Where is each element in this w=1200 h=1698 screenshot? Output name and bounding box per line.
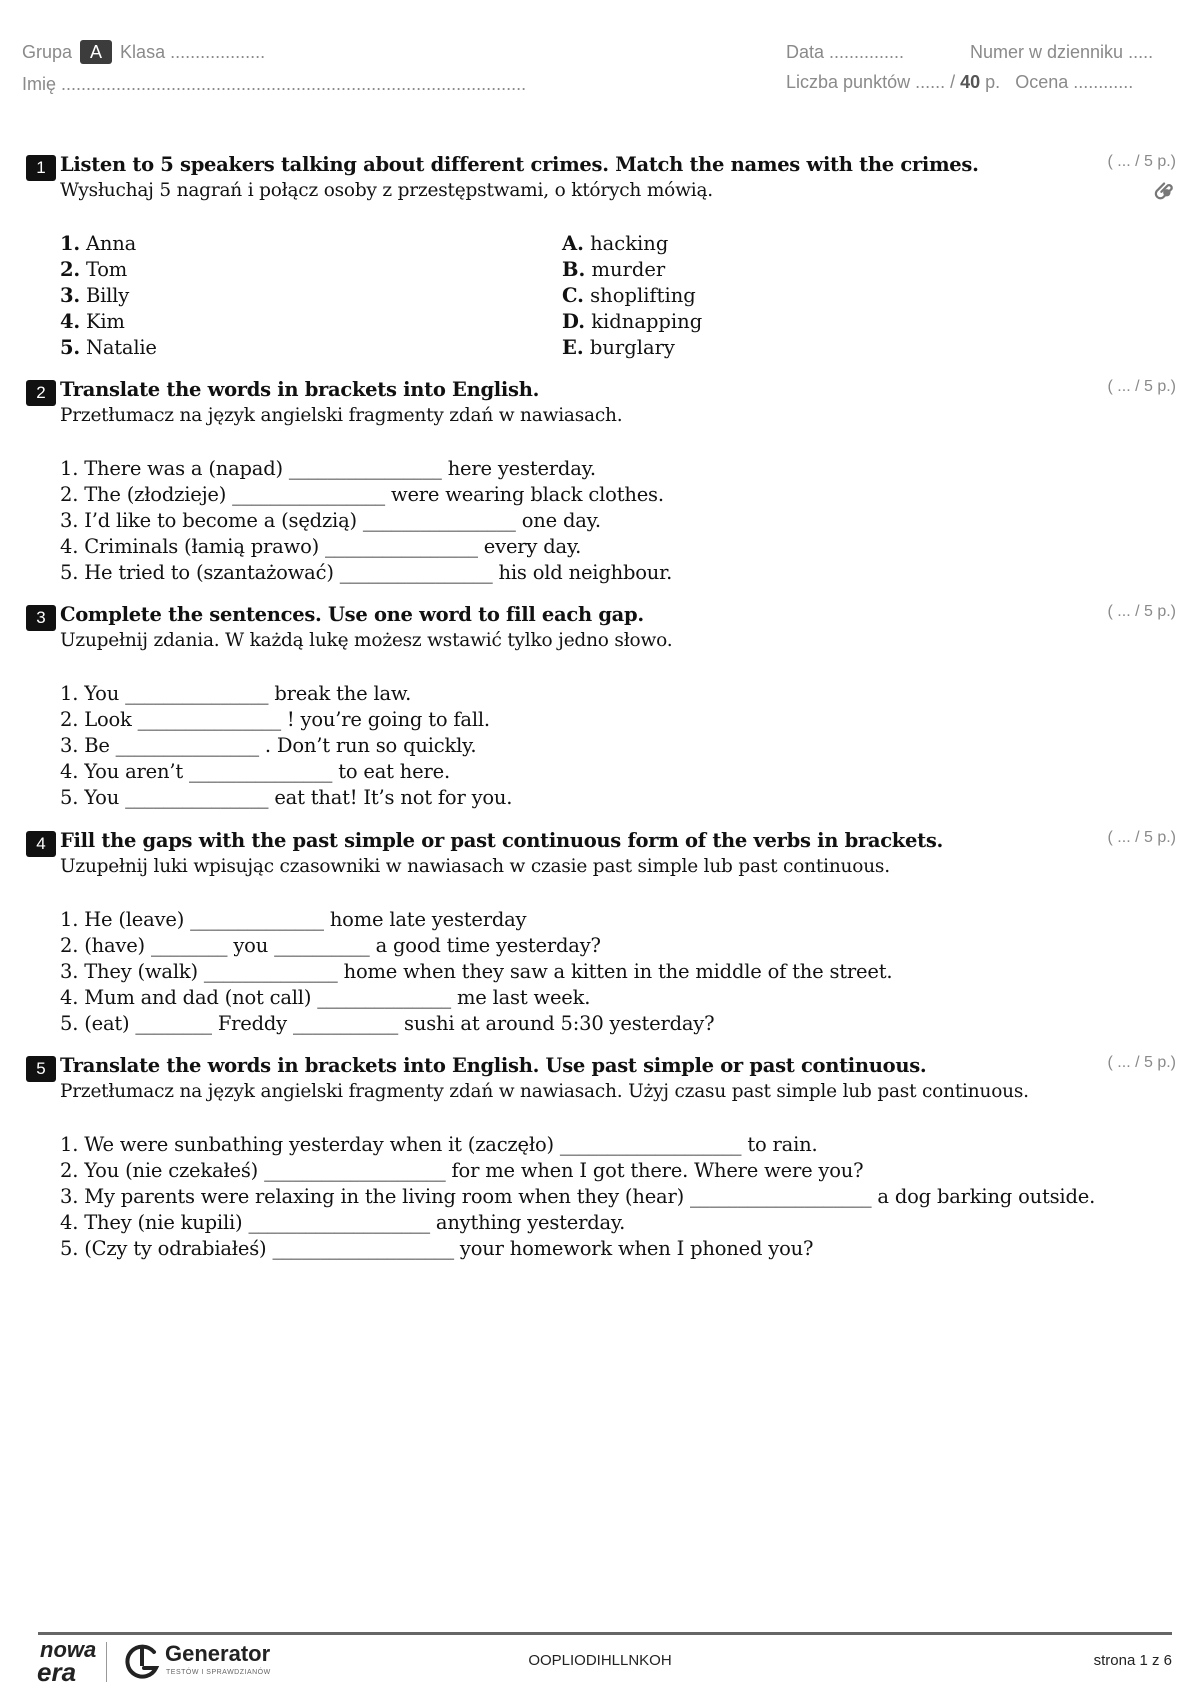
exercise-number: 2 (26, 380, 56, 406)
grupa-label: Grupa (22, 42, 73, 62)
numer-field: Numer w dzienniku ..... (970, 42, 1154, 62)
list-item: 4. They (nie kupili) ___________________ anything yesterday. (60, 1211, 626, 1234)
list-item: 1. We were sunbathing yesterday when it (zaczęło) ___________________ to rain. (60, 1133, 818, 1156)
exercise-points: ( ... / 5 p.) (1107, 603, 1176, 620)
exercise-subtitle: Uzupełnij zdania. W każdą lukę możesz wstawić tylko jedno słowo. (60, 630, 673, 651)
list-item: 2. The (złodzieje) ________________ were wearing black clothes. (60, 483, 664, 506)
document-code: OOPLIODIHLLNKOH (528, 1652, 672, 1669)
exercise-title: Listen to 5 speakers talking about different crimes. Match the names with the crimes. (60, 153, 979, 176)
list-item: 5. (Czy ty odrabiałeś) ___________________ your homework when I phoned you? (60, 1237, 814, 1260)
list-item: 3. Billy (60, 284, 130, 307)
list-item: A. hacking (562, 232, 669, 255)
items-list (60, 456, 672, 586)
exercise-title: Translate the words in brackets into English. (60, 378, 540, 401)
imie-field: Imię ............................................................................................. (22, 74, 527, 94)
list-item: 1. There was a (napad) ________________ here yesterday. (60, 457, 596, 480)
exercise-number: 1 (26, 155, 56, 181)
list-item: 3. My parents were relaxing in the living room when they (hear) ___________________ a dog barking outside. (60, 1185, 1096, 1208)
list-item: 4. Criminals (łamią prawo) ________________ every day. (60, 535, 582, 558)
list-item: 5. He tried to (szantażować) ________________ his old neighbour. (60, 561, 673, 584)
list-item: 5. Natalie (60, 336, 157, 359)
exercise-number: 4 (26, 831, 56, 857)
items-list (60, 907, 892, 1037)
punkty-field (786, 72, 1133, 93)
list-item: 5. You _______________ eat that! It’s not for you. (60, 786, 513, 809)
names-list (60, 231, 157, 361)
punkty-label: Liczba punktów ...... / (786, 72, 956, 92)
list-item: D. kidnapping (562, 310, 703, 333)
generator-logo-subtitle: TESTÓW I SPRAWDZIANÓW (166, 1669, 271, 1676)
exercise-subtitle: Przetłumacz na język angielski fragmenty zdań w nawiasach. (60, 405, 623, 426)
list-item: 1. He (leave) ______________ home late yesterday (60, 908, 527, 931)
list-item: 5. (eat) ________ Freddy ___________ sushi at around 5:30 yesterday? (60, 1012, 715, 1035)
klasa-field: Klasa ................... (120, 42, 266, 62)
exercise-subtitle: Uzupełnij luki wpisując czasowniki w nawiasach w czasie past simple lub past continuous. (60, 856, 890, 877)
crimes-list (562, 231, 702, 361)
page-number: strona 1 z 6 (1093, 1652, 1172, 1669)
exercise-subtitle: Przetłumacz na język angielski fragmenty zdań w nawiasach. Użyj czasu past simple lub past continuous. (60, 1081, 1029, 1102)
list-item: C. shoplifting (562, 284, 696, 307)
list-item: 2. (have) ________ you __________ a good time yesterday? (60, 934, 601, 957)
list-item: B. murder (562, 258, 666, 281)
list-item: 4. You aren’t _______________ to eat here. (60, 760, 450, 783)
exercise-subtitle: Wysłuchaj 5 nagrań i połącz osoby z przestępstwami, o których mówią. (60, 180, 713, 201)
list-item: 1. Anna (60, 232, 136, 255)
punkty-max: 40 (960, 72, 981, 92)
list-item: 2. Look _______________ ! you’re going to fall. (60, 708, 490, 731)
list-item: E. burglary (562, 336, 675, 359)
punkty-unit: p. (985, 72, 1001, 92)
list-item: 3. They (walk) ______________ home when they saw a kitten in the middle of the street. (60, 960, 893, 983)
grupa-badge: A (80, 40, 112, 64)
list-item: 4. Kim (60, 310, 125, 333)
items-list (60, 681, 512, 811)
exercise-5 (26, 1054, 1176, 1274)
exercise-points: ( ... / 5 p.) (1107, 1054, 1176, 1071)
audio-attachment-icon[interactable] (1154, 179, 1176, 201)
list-item: 2. You (nie czekałeś) ___________________ for me when I got there. Where were you? (60, 1159, 864, 1182)
exercise-3 (26, 603, 1176, 813)
items-list (60, 1132, 1095, 1262)
footer-divider-line (38, 1632, 1172, 1635)
exercise-1 (26, 153, 1176, 363)
exercise-title: Fill the gaps with the past simple or past continuous form of the verbs in brackets. (60, 829, 943, 852)
list-item: 4. Mum and dad (not call) ______________ me last week. (60, 986, 591, 1009)
exercise-title: Translate the words in brackets into English. Use past simple or past continuous. (60, 1054, 927, 1077)
exercise-4 (26, 829, 1176, 1039)
ocena-field: Ocena ............ (1015, 72, 1134, 92)
nowa-era-logo: nowa era (37, 1637, 97, 1687)
exercise-points: ( ... / 5 p.) (1107, 378, 1176, 395)
generator-logo-text: Generator (165, 1641, 271, 1666)
exercise-number: 3 (26, 605, 56, 631)
exercise-number: 5 (26, 1056, 56, 1082)
list-item: 2. Tom (60, 258, 128, 281)
list-item: 3. Be _______________ . Don’t run so quickly. (60, 734, 477, 757)
exercise-points: ( ... / 5 p.) (1107, 829, 1176, 846)
exercise-points: ( ... / 5 p.) (1107, 153, 1176, 170)
list-item: 3. I’d like to become a (sędzią) ________________ one day. (60, 509, 601, 532)
exercise-title: Complete the sentences. Use one word to fill each gap. (60, 603, 644, 626)
exercise-2 (26, 378, 1176, 588)
grupa-field (22, 40, 265, 64)
list-item: 1. You _______________ break the law. (60, 682, 412, 705)
data-field: Data ............... (786, 42, 905, 62)
